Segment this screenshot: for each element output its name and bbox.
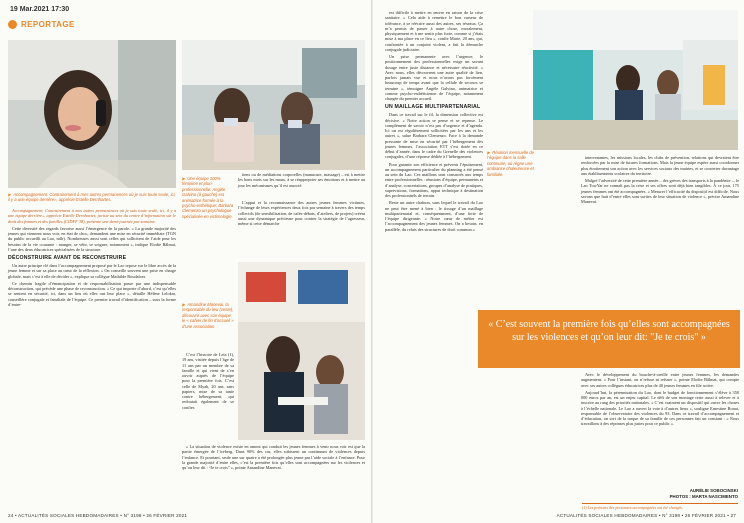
col3-paragraph-5: Reste un autre chaînon, sans lequel le travail du Lao ne peut être mené à bien : le tissage d’un maillage multipartenarial et, conséquemment, d’une forte de l’équipe dirigeante. « Notre cœur de métier est l’accompagnement des jeunes femmes. On a besoin, en parallèle, du relais des structures de droit commun.» [385, 200, 483, 232]
col2-paragraph-4: L’appui et la reconnaissance des autres jeunes femmes victimes, l’échange de leurs expériences deux fois par semaine à travers des temps collectifs (de sensibilisation, de cafés-débats, d’ateliers, de projets) créent aussi une dynamique précieuse pour contrer la stratégie de l’agresseur, même si cette démarche [238, 200, 365, 226]
article-column-4-top [581, 155, 739, 206]
section-label: REPORTAGE [21, 20, 75, 29]
col3-paragraph-4: Pour garantir son efficience et prévenir l’épuisement, un accompagnement particulier du planning a été pensé au sein du Lao. Ces maillons sont consacrés aux temps entre professionnelles : réunions d’équipe, permanents et d’analyse, concertations, groupes d’analyse de pratiques, supervisions, formations, appui technique à destination des professionnels de terrain. [385, 161, 483, 198]
article-column-3 [385, 10, 483, 234]
col2-paragraph-2: « La situation de violence existe en amont qui conduit les jeunes femmes à venir nous voir est que la partie émergée de l’iceberg. Dans 90% des cas, elles subissent un continuum de violences depuis l’enfance. Et pourtant, seule une sur quatre a été prolongée plus jeune par l’aide sociale à l’enfance. Pour la grande majorité d’entre elles, c’est la première fois qu’elles sont accompagnées sur les violences et qu’on leur dit : “Je te crois” », pointe Amandine Manevai. [182, 444, 365, 470]
col1-paragraph-4: Ce chemin fragile d’émancipation et de responsabilisation passe par une indispensable déconstruction, qui précède une phase de reconstruction. « Ce qui importe d’abord, c’est qu’elles se sentent en sécurité, ici, dans un lieu où elles ont leur place », détaille Hélène Lelokar, conseillère conjugale et familiale de l’équipe. Ce premier travail d’identification – sous la forme d’entre- [8, 280, 176, 307]
col4-paragraph-1: intervenantes, les missions locales, les clubs de prévention, relations qui devraient être renforcées par la mise de futures formations. Mais la jeune équipe espère aussi coordonner plus étroitement son action avec les services sociaux des mairies, et se concerter davantage aux établissements scolaires du territoire. [581, 155, 739, 176]
caption-team: ▶ Une équipe 100% féminine et pluri-professionnelle: Angèle Galvino (à gauche) est animatrice formée à la psycho-esthétique; Barbara Clemenzo un psychologue spécialisée en victimologie. [182, 176, 234, 219]
article-column-4-bottom [581, 372, 739, 429]
byline-author: AURÉLIE SOBOCINSKI [689, 488, 738, 493]
byline [600, 488, 738, 499]
byline-photos: PHOTOS : MARTA NASCIMENTO [669, 493, 738, 499]
col4-paragraph-4: Aujourd’hui, la pérennisation du Lao, dont le budget de fonctionnement s’élève à 350 000 euros par an, est un enjeu capital. Le défi de son montage reste aussi à relever et à inscrire au rang des priorités nationales. « C’est vraiment un dispositif qui ouvre les choses à l’échelle nationale. Le Lao a ouvert la voie à d’autres lieux », souligne Ernestine Ronai, responsable de l’observatoire des violences du 93. Dans ce travail d’accompagnement et d’éducation, on sort de la traque de sa famille de ces personnes fait un constant : « Nous travaillons à des réponses plus justes pour ce public ». [581, 389, 739, 427]
col1-paragraph-1: Accompagnement. Contrairement à mes autres permanences où je suis toute seule, ici, il y a une équipe derrière», apprécie Estelle Dernhartes, juriste au sein du centre d’information sur le droit des femmes et des familles (CIDFF 38), présente une demi-journée par semaine. [8, 208, 176, 224]
footnote: (1) Les prénoms des personnes accompagnées ont été changés. [582, 503, 738, 510]
subheading-maillage: UN MAILLAGE MULTIPARTENARIAL [385, 104, 481, 111]
folio-right: ACTUALITÉS SOCIALES HEBDOMADAIRES • N° 3198 • 26 FÉVRIER 2021 • 27 [556, 513, 736, 518]
pull-quote [478, 310, 740, 368]
folio-left: 24 • ACTUALITÉS SOCIALES HEBDOMADAIRES • N° 3198 • 26 FÉVRIER 2021 [8, 513, 188, 518]
caption-sebastien: ▶ Réunion mensuelle de l’équipe dans la salle commune, où règne une ambiance chaleureuse et familiale. [487, 150, 534, 177]
col2-paragraph-3: C’est l’histoire de Leïa (1), 19 ans, visitée depuis l’âge de 11 ans par un membre de sa famille et qui vient de s’en ouvrir auprès de l’équipe pour la première fois. C’est celle de Myah, 20 ans, sans papiers, mise de sa tante contre hébergement, qui redoutait également de se confier. [182, 352, 234, 410]
photo-team-meeting [182, 40, 365, 170]
photo-woman-on-phone [8, 40, 176, 188]
col2-paragraph-1: tiens ou de médiations corporelles (manucure, massage) – est à mettre les bons mots sur les maux, à se réapproprier ses émotions et à mettre au jour les mécanismes qu’il est associé. [238, 172, 365, 188]
section-tag [8, 20, 75, 29]
article-column-2-body [182, 444, 365, 472]
subheading-deconstruire: DÉCONSTRUIRE AVANT DE RECONSTRUIRE [8, 255, 127, 261]
col3-paragraph-2: Un prise permanente avec l’urgence, le positionnement des professionnelles exige un savant dosage entre juste distance et nécessaire réactivité. « Avec nous, elles découvrent une autre qualité de lien, parfois jamais vue et nous n’avons pas forcément beaucoup de temps avant que la cellule de secours se termine », témoigne Angèle Galvino, animatrice et comme psycho-esthéticienne de l’équipe, notamment chargée du premier accueil. [385, 54, 483, 101]
date-time: 19 Mar.2021 17:30 [10, 6, 70, 13]
section-dot-icon [8, 20, 17, 29]
col1-paragraph-3: Un autre principe clé dans l’accompagnement proposé par le Lao repose sur le libre accès de la jeune femme et sur sa place au cœur de la réflexion. « On conseille souvent une prise en charge globale, mais c’est à elle de décider », explique sa collègue Mathilde Boudaloer. [8, 263, 176, 279]
article-column-2-text [238, 172, 365, 190]
caption-amandine: ▶ Amandine Manevai, la responsable du lieu (veste), découvre avec son équipe le « cahier de fin d’accueil » d’une association. [182, 302, 234, 329]
article-column-2-extra2 [238, 200, 365, 228]
col4-paragraph-3: Avec le développement du bouche-à-oreille entre jeunes femmes, les demandes augmentent. « Pour l’instant, on n’refuse ni refuser », pointe Elodie Bâlmat, qui compte avec ses autres collègues éducatrices plus de 40 jeunes femmes en file active. [581, 372, 739, 388]
caption-phone: ▶ Accompagnement. Contrairement à mes autres permanences où je suis toute seule, ici, il y a une équipe derrière», apprécie Estelle Dernhartes. [8, 192, 176, 203]
article-column-2-extra [182, 352, 234, 412]
photo-amandine [238, 262, 365, 440]
photo-office-room [533, 10, 738, 150]
col3-paragraph-3: Dans ce travail sur le fil, la dimension collective est décisive. « Notre action se pense et se repense. Le complément de savoir n’est pas d’urgence et d’agenda. Ici on est régulièrement sollicitées par les uns et les autres », salue Barbara Clemenzo. Face à la demande pressante de mise en sécurité par l’hébergement des jeunes femmes, l’association ETT s’est dotée en ce début d’année, dans le cadre du Grenelle des violences conjugales, d’une réponse dédiée à l’hébergement. [385, 112, 483, 160]
article-column-1 [8, 208, 176, 309]
pull-quote-text: « C’est souvent la première fois qu’elles sont accompagnées sur les violences et qu’on leur dit: "Je te crois" » [488, 319, 730, 343]
right-page [373, 0, 744, 523]
col3-paragraph-1: est difficile à mettre en œuvre en raison de la crise sanitaire. « Cela aide à remettre le bon curseur de tolérance, à se réécrire aussi des autres, ses réseaux. Ça m’a permis de passer à autre chose, moralement, physiquement et à me sentir plus forte, comme si j’étais mise à ma place en ce lieu », confie Marie, 20 ans, qui, confrontée à un conjoint violent, a fait la démarche conjugale judiciaire. [385, 10, 483, 52]
col1-paragraph-2: Cette diversité des regards favorise aussi l’émergence de la parole. « La grande majorité des jeunes qui viennent nous voir, en état de choc, demandent une mise en sécurité immédiate (TGN du public accueilli au Lao, ndlr). Nombreuses aussi sont celles qui sollicitent de l’aide pour les besoins de la vie courante : manger, se vêtir, se soigner, notamment », indique Elodie Bâlmat, l’une des deux éducatrices spécialisées de la structure. [8, 225, 176, 252]
col4-paragraph-2: Malgré l’adversité de cette première année – des grèves des transports à la pandémie –, le Lao TowYar ne connaît pas la crise et ses offres sont déjà bien tangibles. À ce jour, 175 jeunes femmes ont été accompagnées. « Mesurer l’efficacité du dispositif est difficile. Nous savons que huit d’entre elles sont sorties de leur situation de violence », précise Amandine Manevai. [581, 178, 739, 204]
